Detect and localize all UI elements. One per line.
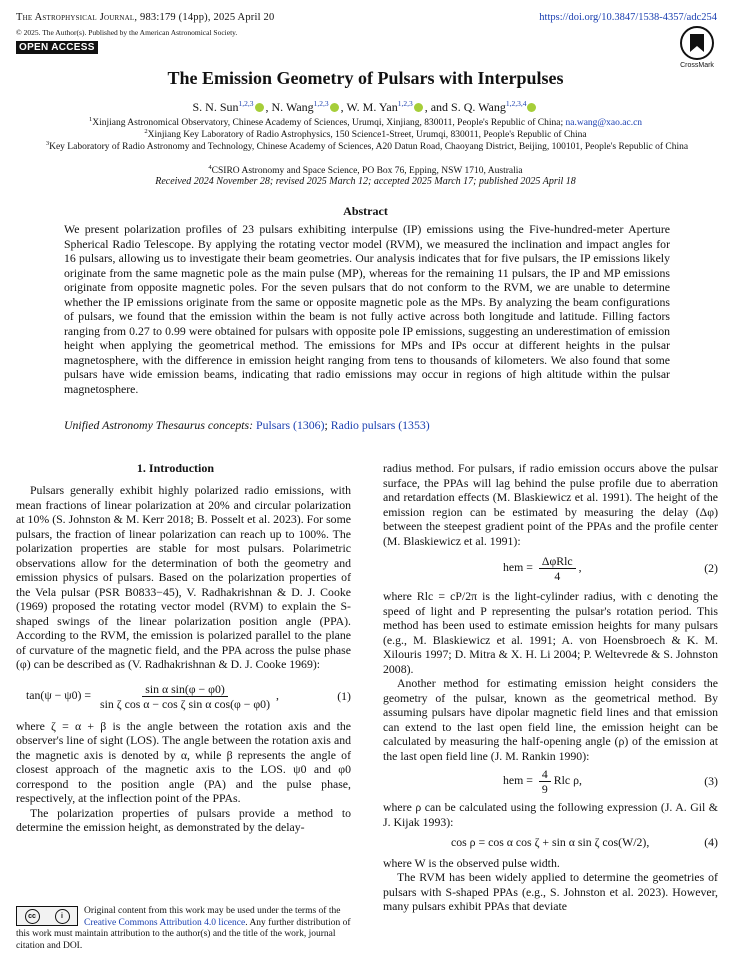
equation-body: cos ρ = cos α cos ζ + sin α sin ζ cos(W/2), [451,835,650,849]
section-heading: 1. Introduction [136,461,215,475]
orcid-icon[interactable] [330,103,339,112]
equation-numerator: 4 [539,767,551,782]
license-text-2: . Any further distribution of this work must maintain attribution to the author(s) and the title of the work, journal citation and DOI. [16,917,351,951]
affiliation-sup: 1 [88,116,93,123]
open-access-badge: OPEN ACCESS [16,41,98,54]
author-separator: , [340,100,347,114]
cc-icon: cc [25,909,40,924]
equation-number: (2) [704,561,718,576]
journal-citation [16,12,274,23]
uat-link-pulsars[interactable]: Pulsars (1306) [256,418,325,432]
equation-lhs: tan(ψ − ψ0) = [26,687,92,702]
affiliation-text: Xinjiang Astronomical Observatory, Chinese Academy of Sciences, Urumqi, Xinjiang, 830011, People's Republic of China; [92,118,566,129]
copyright-notice: © 2025. The Author(s). Published by the American Astronomical Society. [16,28,238,37]
affiliation-sup: 4 [208,164,212,171]
uat-label: Unified Astronomy Thesaurus concepts: [64,418,254,432]
author-affiliation-sup[interactable]: 1,2,3 [313,99,329,108]
equation-lhs: hem = [503,560,533,575]
orcid-icon[interactable] [255,103,264,112]
equation-4 [451,835,718,850]
affiliation-text: Xinjiang Key Laboratory of Radio Astrophysics, 150 Science1-Street, Urumqi, 830011, People's Republic of China [147,130,587,141]
equation-2: hem = $\frac{\text{ΔφRlc}}{4}$ , (2) [503,554,718,583]
paragraph: where ζ = α + β is the angle between the rotation axis and the observer's line of sight (LOS). The angle between the rotation axis and the magnetic axis is denoted by α, while β represents the angle of closest approach of the magnetic axis to the LOS. ψ0 and φ0 correspond to the position angle (PA) and the pulse phase, respectively, at the inflection point of the PPAs. [16,718,351,805]
by-icon: i [55,909,70,924]
author-name: S. N. Sun [192,100,239,114]
affiliation-sup: 2 [144,128,148,135]
affiliation-4 [0,162,731,177]
author-affiliation-sup[interactable]: 1,2,3,4 [505,99,527,108]
cc-license-link[interactable]: Creative Commons Attribution 4.0 licence [84,917,246,928]
right-column [383,461,718,914]
uat-link-radio-pulsars[interactable]: Radio pulsars (1353) [330,418,430,432]
license-text: Original content from this work may be used under the terms of the [84,906,341,916]
author-separator: , and [424,100,452,114]
affiliation-sup: 3 [45,140,50,147]
equation-numerator: sin α sin(φ − φ0) [142,682,228,697]
crossmark-label: CrossMark [680,62,714,69]
equation-denominator: 4 [554,569,561,583]
email-link[interactable]: na.wang@xao.ac.cn [565,118,643,129]
author-separator: , [265,100,272,114]
equation-denominator: 9 [541,782,548,796]
left-column [16,483,351,835]
doi-link[interactable]: https://doi.org/10.3847/1538-4357/adc254 [539,12,717,23]
cc-by-badge[interactable] [16,906,78,926]
abstract-heading: Abstract [343,204,388,218]
paragraph: where ρ can be calculated using the following expression (J. A. Gil & J. Kijak 1993): [383,800,718,829]
author-affiliation-sup[interactable]: 1,2,3 [397,99,413,108]
equation-fraction [539,554,576,583]
author-name: W. M. Yan [346,100,398,114]
paragraph: The RVM has been widely applied to determine the geometries of pulsars with S-shaped PPAs (e.g., S. Johnston et al. 2023). However, many pulsars exhibit PPAs that deviate [383,870,718,913]
author-list [0,99,731,115]
crossmark-icon [680,26,714,60]
journal-name: The Astrophysical Journal [16,12,135,23]
equation-1: tan(ψ − ψ0) = $\frac{\text{sin α sin(φ − φ0)}}{\text{sin ζ cos α − cos ζ sin α cos(φ − φ0)}}$ , (1) [26,681,351,711]
author-name: S. Q. Wang [451,100,506,114]
equation-numerator: ΔφRlc [539,554,576,569]
paragraph: Another method for estimating emission height considers the geometry of the pulsar, known as the geometrical method. By assuming pulsars have dipolar magnetic field lines and that emission can extend to the last open field line, the emission height can be calculated by measuring the half-opening angle (ρ) of the emission at the last open field line (J. M. Rankin 1990): [383,676,718,763]
equation-lhs: hem = [503,773,533,788]
affiliation-text: Key Laboratory of Radio Astronomy and Technology, Chinese Academy of Sciences, A20 Datun Road, Chaoyang District, Beijing, 100101, People's Republic of China [49,142,689,153]
affiliation-3 [16,138,718,153]
paragraph: where Rlc = cP/2π is the light-cylinder radius, with c denoting the speed of light and P representing the pulsar's rotation period. This method has been used to estimate emission heights for many pulsars (e.g., M. Blaskiewicz et al. 1991; A. von Hoensbroech & K. M. Xilouris 1997; D. Mitra & X. H. Li 2004; P. Weltevrede & S. Johnston 2008). [383,589,718,676]
paragraph: radius method. For pulsars, if radio emission occurs above the pulsar surface, the PPAs will lag behind the pulse profile due to aberration and retardation effects (M. Blaskiewicz et al. 1991). The height of the emission region can be estimated by measuring the delay (Δφ) between the steepest gradient point of the PPAs and the profile center (M. Blaskiewicz et al. 1991): [383,461,718,548]
equation-number: (4) [704,835,718,849]
license-notice [16,906,352,952]
author-affiliation-sup[interactable]: 1,2,3 [238,99,254,108]
uat-concepts: Unified Astronomy Thesaurus concepts: Pulsars (1306); Radio pulsars (1353) [64,418,430,432]
equation-3 [503,767,718,796]
crossmark-button[interactable] [677,26,717,69]
citation-info: , 983:179 (14pp), 2025 April 20 [134,12,275,23]
orcid-icon[interactable] [527,103,536,112]
equation-number: (3) [704,774,718,789]
author-name: N. Wang [271,100,314,114]
orcid-icon[interactable] [414,103,423,112]
abstract-text: We present polarization profiles of 23 pulsars exhibiting interpulse (IP) emissions using the Five-hundred-meter Aperture Spherical Radio Telescope. By applying the rotating vector model (RVM), we measured the inclination and impact angles for 16 pulsars, allowing us to investigate their beam geometries. Our analysis indicates that for five pulsars, the IP emissions likely originate from the same magnetic pole as the main pulse (MP), whereas for the remaining 11 pulsars, the IP and MP emissions originate from opposite magnetic poles. For the seven pulsars that do not conform to the RVM, we are unable to determine whether the IP emissions originate from the same or opposite magnetic pole as the MPs. By analyzing the beam configurations of pulsars, we found that the emission within the beam is not fully active across both longitude and latitude. Filling factors ranging from 0.27 to 0.99 were obtained for pulsars with opposite pole IP emissions, suggesting an underestimation of emission height when applying the geometrical method. The emissions for MPs and IPs occur at different heights in the pulsar magnetosphere, with the difference in emission height ranging from tens to thousands of kilometers. We also found that some pulsars have wide emission beams, indicating that radio emissions may occur in regions of high altitude within the pulsar magnetosphere. [64,222,670,396]
equation-denominator: sin ζ cos α − cos ζ sin α cos(φ − φ0) [100,696,271,711]
equation-number: (1) [337,688,351,703]
paragraph: where W is the observed pulse width. [383,855,560,870]
paper-title: The Emission Geometry of Pulsars with Interpulses [167,68,564,88]
equation-rhs: Rlc ρ, [553,773,582,788]
equation-fraction [97,682,273,711]
paragraph: The polarization properties of pulsars provide a method to determine the emission height, as demonstrated by the delay- [16,805,351,834]
equation-fraction [539,767,551,796]
publication-dates: Received 2024 November 28; revised 2025 March 12; accepted 2025 March 17; published 2025 April 18 [155,176,576,187]
affiliation-text: CSIRO Astronomy and Space Science, PO Box 76, Epping, NSW 1710, Australia [211,166,523,177]
paragraph: Pulsars generally exhibit highly polarized radio emissions, with mean fractions of linear polarization at 20% and circular polarization at 10% (S. Johnston & M. Kerr 2018; B. Posselt et al. 2023). For some pulsars, the fraction of linear polarization can reach up to 100%. The polarization properties are stable for most pulsars. Polarimetric observations allow for the determination of both the geometry and emission physics of pulsars. Based on the polarization properties of the Vela pulsar (PSR B0833−45), V. Radhakrishnan & D. J. Cooke (1969) proposed the rotating vector model (RVM) to explain the S-shaped swings of the linear polarization position angle (PPA). According to the RVM, the emission is polarized parallel to the plane of curvature of the magnetic field, and the PPA across the pulse phase (φ) can be described as (V. Radhakrishnan & D. J. Cooke 1969): [16,483,351,671]
